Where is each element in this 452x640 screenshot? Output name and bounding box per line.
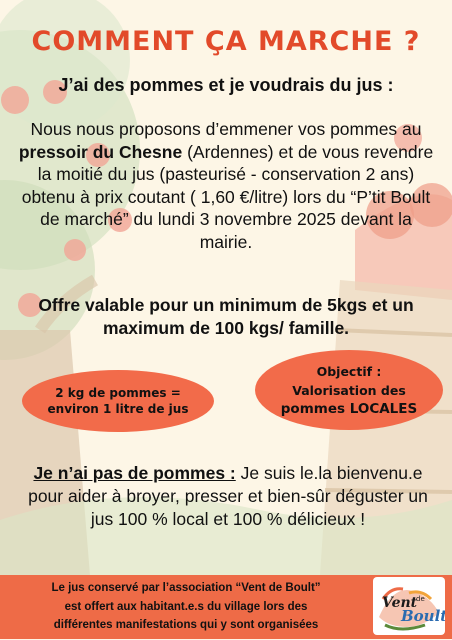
objective-bubble [255, 350, 443, 430]
section-heading-have-apples: J’ai des pommes et je voudrais du jus : [58, 75, 394, 95]
footer-line2: est offert aux habitant.e.s du village lors des [64, 600, 308, 613]
no-apples-paragraph [18, 462, 438, 531]
svg-text:de: de [416, 595, 425, 603]
no-apples-heading: Je n’ai pas de pommes : [33, 463, 236, 483]
objective-line2: Valorisation des [292, 382, 406, 398]
footer-text [0, 579, 372, 635]
no-apples-text: Je suis le.la bienvenu.e pour aider à broyer, presser et bien-sûr déguster un jus 100 % local et 100 % délicieux ! [28, 463, 428, 529]
intro-paragraph [14, 118, 438, 253]
objective-line1: Objectif : [316, 363, 382, 379]
intro-text-part1: Nous nous proposons d’emmener vos pommes au [30, 119, 422, 139]
ratio-bubble [22, 370, 214, 432]
page-title: COMMENT ÇA MARCHE ? [31, 26, 421, 57]
svg-text:Vent: Vent [382, 595, 418, 611]
logo-graphic [373, 577, 445, 635]
offer-conditions: Offre valable pour un minimum de 5kgs et un maximum de 100 kgs/ famille. [38, 295, 414, 338]
ratio-line2: environ 1 litre de jus [47, 402, 189, 416]
footer-line3: différentes manifestations qui y sont organisées [53, 619, 319, 631]
ratio-line1: 2 kg de pommes = [55, 386, 181, 400]
footer-line1: Le jus conservé par l’association “Vent de Boult” [51, 582, 321, 594]
svg-text:Boult: Boult [401, 607, 445, 625]
intro-text-part2: (Ardennes) et de vous revendre la moitié du jus (pasteurisé - conservation 2 ans) obtenu à prix coutant ( 1,60 €/litre) lors du “P’tit Boult de marché” du lundi 3 novembre 2025 devant la mairie. [21, 141, 434, 252]
intro-text-bold: pressoir du Chesne [18, 141, 183, 162]
vent-de-boult-logo [373, 577, 445, 635]
objective-line3: pommes LOCALES [280, 400, 418, 417]
